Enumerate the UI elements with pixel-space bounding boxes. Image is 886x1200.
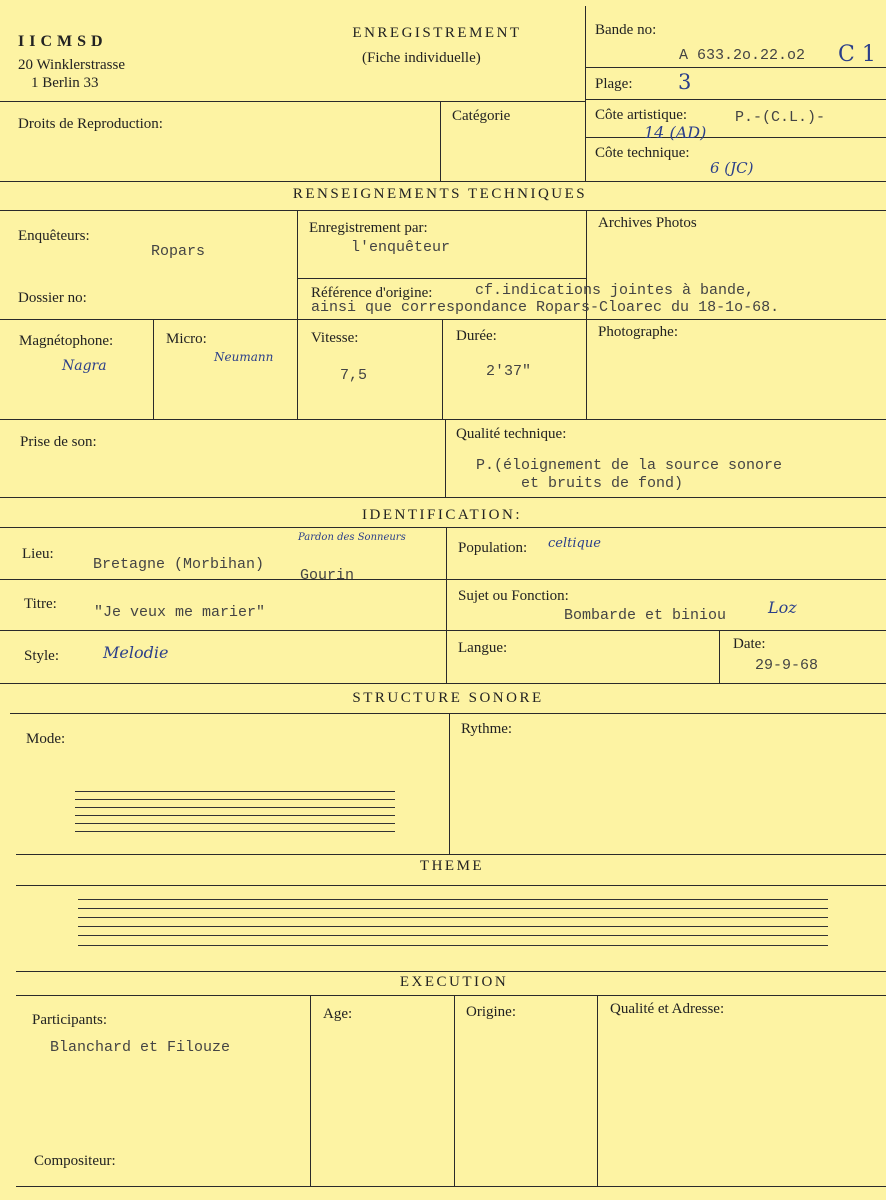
cote-artistique-label: Côte artistique: — [595, 107, 688, 123]
staff-line — [75, 799, 395, 800]
photographe-label: Photographe: — [598, 324, 678, 340]
sujet-value: Bombarde et biniou — [564, 607, 727, 624]
cote-artistique-handwritten: 14 (AD) — [644, 123, 707, 142]
rule — [442, 319, 443, 419]
rule — [16, 885, 886, 886]
section-title-theme: THEME — [419, 858, 485, 874]
rule — [16, 854, 886, 855]
rule — [585, 6, 586, 181]
reference-line-1: cf.indications jointes à bande, — [475, 282, 755, 299]
vitesse-label: Vitesse: — [311, 330, 359, 346]
enqueteurs-label: Enquêteurs: — [18, 228, 90, 244]
rule — [440, 101, 441, 181]
plage-value: 3 — [678, 70, 692, 94]
rule — [0, 630, 886, 631]
rule — [0, 579, 886, 580]
mode-label: Mode: — [26, 731, 66, 747]
cote-artistique-value: P.-(C.L.)- — [735, 109, 826, 126]
rule — [16, 995, 886, 996]
rule — [310, 995, 311, 1186]
population-label: Population: — [458, 540, 528, 556]
rule — [153, 319, 154, 419]
reference-label: Référence d'origine: — [311, 285, 433, 301]
sujet-label: Sujet ou Fonction: — [458, 588, 569, 604]
address-line-2: 1 Berlin 33 — [31, 75, 99, 91]
participants-label: Participants: — [32, 1012, 107, 1028]
rule — [0, 181, 886, 182]
vitesse-value: 7,5 — [340, 367, 368, 384]
rule — [0, 319, 886, 320]
sujet-handwritten: Loz — [768, 598, 797, 617]
section-title-structure: STRUCTURE SONORE — [352, 690, 544, 706]
date-label: Date: — [733, 636, 766, 652]
rule — [449, 713, 450, 854]
section-title-technique: RENSEIGNEMENTS TECHNIQUES — [292, 186, 588, 202]
lieu-handwritten: Pardon des Sonneurs — [298, 532, 406, 543]
titre-label: Titre: — [24, 596, 57, 612]
age-label: Age: — [323, 1006, 353, 1022]
staff-line — [78, 945, 828, 946]
staff-line — [75, 831, 395, 832]
archives-photos-label: Archives Photos — [598, 215, 697, 231]
staff-line — [78, 935, 828, 936]
dossier-label: Dossier no: — [18, 290, 87, 306]
staff-line — [78, 917, 828, 918]
lieu-label: Lieu: — [22, 546, 54, 562]
staff-line — [78, 908, 828, 909]
staff-line — [75, 823, 395, 824]
prise-de-son-label: Prise de son: — [20, 434, 97, 450]
qualite-adresse-label: Qualité et Adresse: — [610, 1001, 725, 1017]
staff-line — [78, 899, 828, 900]
staff-line — [78, 926, 828, 927]
enqueteurs-value: Ropars — [151, 243, 206, 260]
enregistrement-par-value: l'enquêteur — [351, 239, 451, 256]
rule — [297, 278, 586, 279]
address-line-1: 20 Winklerstrasse — [18, 57, 126, 73]
rule — [454, 995, 455, 1186]
qualite-technique-line-2: et bruits de fond) — [521, 475, 684, 492]
bande-value: A 633.2o.22.o2 — [679, 47, 806, 64]
reference-line-2: ainsi que correspondance Ropars-Cloarec du 18-1o-68. — [311, 299, 780, 316]
lieu-value: Bretagne (Morbihan) — [93, 556, 265, 573]
compositeur-label: Compositeur: — [34, 1153, 116, 1169]
form-subtitle: (Fiche individuelle) — [362, 50, 481, 66]
cote-technique-handwritten: 6 (JC) — [710, 159, 754, 177]
micro-handwritten: Neumann — [214, 350, 274, 364]
bande-label: Bande no: — [595, 22, 657, 38]
rule — [597, 995, 598, 1186]
section-title-identification: IDENTIFICATION: — [362, 507, 522, 523]
rule — [0, 683, 886, 684]
style-label: Style: — [24, 648, 60, 664]
cote-technique-label: Côte technique: — [595, 145, 690, 161]
lieu-value-2: Gourin — [300, 567, 355, 584]
rule — [445, 419, 446, 497]
participants-value: Blanchard et Filouze — [50, 1039, 231, 1056]
date-value: 29-9-68 — [755, 657, 819, 674]
rule — [585, 137, 886, 138]
qualite-technique-line-1: P.(éloignement de la source sonore — [476, 457, 783, 474]
rule — [10, 713, 886, 714]
duree-value: 2'37" — [486, 363, 532, 380]
rule — [719, 630, 720, 683]
enregistrement-par-label: Enregistrement par: — [309, 220, 428, 236]
rule — [585, 67, 886, 68]
magnetophone-handwritten: Nagra — [62, 358, 107, 374]
staff-line — [75, 807, 395, 808]
form-title: ENREGISTREMENT — [352, 25, 522, 41]
rythme-label: Rythme: — [461, 721, 513, 737]
rule — [16, 1186, 886, 1187]
section-title-execution: EXECUTION — [399, 974, 509, 990]
rule — [16, 971, 886, 972]
population-handwritten: celtique — [548, 536, 601, 551]
rule — [0, 210, 886, 211]
rule — [0, 527, 886, 528]
bande-handwritten: C 1 — [838, 42, 876, 67]
institute-logo: IICMSD — [18, 33, 108, 50]
rule — [0, 101, 585, 102]
staff-line — [75, 815, 395, 816]
magnetophone-label: Magnétophone: — [19, 333, 114, 349]
droits-label: Droits de Reproduction: — [18, 116, 163, 132]
rule — [297, 210, 298, 419]
style-handwritten: Melodie — [103, 643, 169, 662]
plage-label: Plage: — [595, 76, 633, 92]
origine-label: Origine: — [466, 1004, 516, 1020]
rule — [0, 497, 886, 498]
rule — [0, 419, 886, 420]
rule — [585, 99, 886, 100]
categorie-label: Catégorie — [452, 108, 511, 124]
micro-label: Micro: — [166, 331, 207, 347]
langue-label: Langue: — [458, 640, 508, 656]
titre-value: "Je veux me marier" — [94, 604, 266, 621]
rule — [446, 527, 447, 683]
qualite-technique-label: Qualité technique: — [456, 426, 567, 442]
duree-label: Durée: — [456, 328, 497, 344]
staff-line — [75, 791, 395, 792]
